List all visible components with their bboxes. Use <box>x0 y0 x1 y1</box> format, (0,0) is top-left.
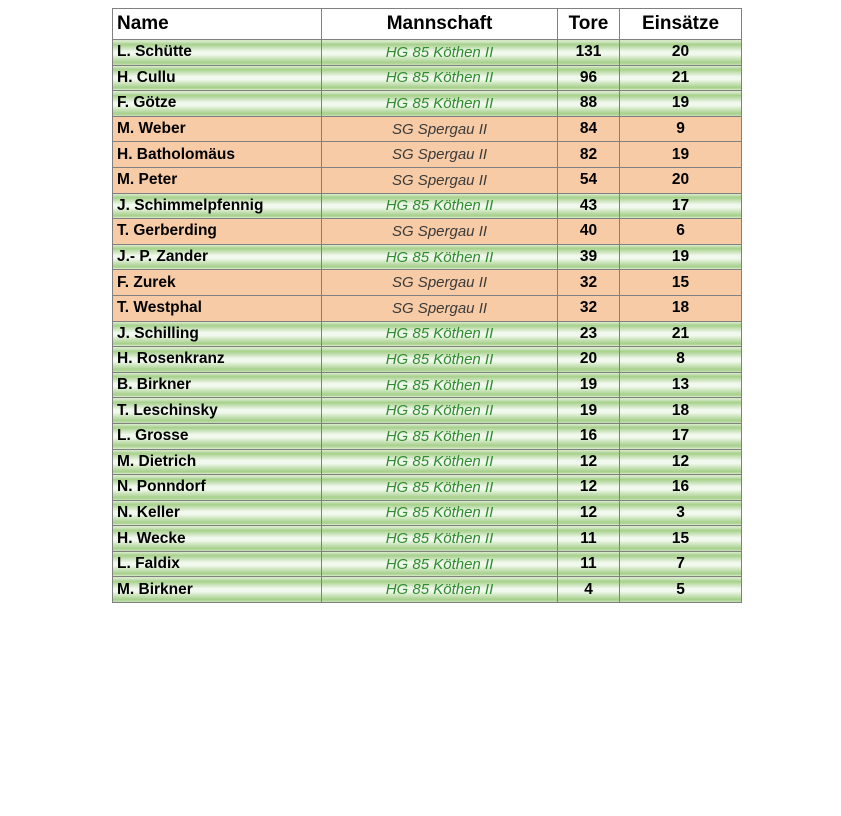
team-cell: SG Spergau II <box>322 295 558 321</box>
player-name-cell: L. Schütte <box>113 40 322 66</box>
player-name-cell: T. Westphal <box>113 295 322 321</box>
player-name-cell: H. Batholomäus <box>113 142 322 168</box>
player-stats-table <box>112 8 742 603</box>
table-row <box>113 321 742 347</box>
table-row <box>113 423 742 449</box>
tore-cell: 12 <box>558 475 620 501</box>
player-name-cell: N. Ponndorf <box>113 475 322 501</box>
einsaetze-cell: 8 <box>620 347 742 373</box>
column-header-name: Name <box>113 9 322 40</box>
tore-cell: 12 <box>558 500 620 526</box>
table-row <box>113 449 742 475</box>
team-cell: HG 85 Köthen II <box>322 475 558 501</box>
einsaetze-cell: 19 <box>620 142 742 168</box>
player-stats-table-container <box>112 8 742 603</box>
tore-cell: 23 <box>558 321 620 347</box>
table-row <box>113 91 742 117</box>
einsaetze-cell: 19 <box>620 244 742 270</box>
einsaetze-cell: 12 <box>620 449 742 475</box>
player-name-cell: J. Schimmelpfennig <box>113 193 322 219</box>
team-cell: HG 85 Köthen II <box>322 577 558 603</box>
einsaetze-cell: 17 <box>620 423 742 449</box>
tore-cell: 11 <box>558 526 620 552</box>
team-cell: HG 85 Köthen II <box>322 423 558 449</box>
column-header-tore: Tore <box>558 9 620 40</box>
player-name-cell: H. Wecke <box>113 526 322 552</box>
tore-cell: 84 <box>558 116 620 142</box>
tore-cell: 32 <box>558 295 620 321</box>
einsaetze-cell: 15 <box>620 526 742 552</box>
player-name-cell: B. Birkner <box>113 372 322 398</box>
tore-cell: 32 <box>558 270 620 296</box>
team-cell: HG 85 Köthen II <box>322 193 558 219</box>
table-row <box>113 347 742 373</box>
einsaetze-cell: 6 <box>620 219 742 245</box>
table-row <box>113 526 742 552</box>
table-row <box>113 270 742 296</box>
einsaetze-cell: 7 <box>620 551 742 577</box>
einsaetze-cell: 13 <box>620 372 742 398</box>
team-cell: HG 85 Köthen II <box>322 91 558 117</box>
table-row <box>113 372 742 398</box>
table-header <box>113 9 742 40</box>
table-row <box>113 65 742 91</box>
tore-cell: 40 <box>558 219 620 245</box>
player-name-cell: M. Peter <box>113 167 322 193</box>
team-cell: HG 85 Köthen II <box>322 40 558 66</box>
table-row <box>113 193 742 219</box>
team-cell: SG Spergau II <box>322 142 558 168</box>
table-row <box>113 295 742 321</box>
player-name-cell: N. Keller <box>113 500 322 526</box>
player-name-cell: T. Gerberding <box>113 219 322 245</box>
player-name-cell: M. Weber <box>113 116 322 142</box>
player-name-cell: F. Zurek <box>113 270 322 296</box>
header-row <box>113 9 742 40</box>
tore-cell: 54 <box>558 167 620 193</box>
player-name-cell: J.- P. Zander <box>113 244 322 270</box>
team-cell: HG 85 Köthen II <box>322 244 558 270</box>
team-cell: HG 85 Köthen II <box>322 449 558 475</box>
table-row <box>113 142 742 168</box>
table-row <box>113 475 742 501</box>
einsaetze-cell: 9 <box>620 116 742 142</box>
tore-cell: 19 <box>558 372 620 398</box>
player-name-cell: L. Grosse <box>113 423 322 449</box>
table-row <box>113 116 742 142</box>
player-name-cell: J. Schilling <box>113 321 322 347</box>
team-cell: HG 85 Köthen II <box>322 347 558 373</box>
team-cell: HG 85 Köthen II <box>322 65 558 91</box>
team-cell: HG 85 Köthen II <box>322 372 558 398</box>
einsaetze-cell: 15 <box>620 270 742 296</box>
einsaetze-cell: 19 <box>620 91 742 117</box>
player-name-cell: L. Faldix <box>113 551 322 577</box>
team-cell: SG Spergau II <box>322 270 558 296</box>
tore-cell: 131 <box>558 40 620 66</box>
team-cell: SG Spergau II <box>322 167 558 193</box>
table-row <box>113 244 742 270</box>
einsaetze-cell: 3 <box>620 500 742 526</box>
einsaetze-cell: 18 <box>620 398 742 424</box>
einsaetze-cell: 5 <box>620 577 742 603</box>
column-header-einsaetze: Einsätze <box>620 9 742 40</box>
tore-cell: 96 <box>558 65 620 91</box>
tore-cell: 39 <box>558 244 620 270</box>
table-row <box>113 398 742 424</box>
player-name-cell: F. Götze <box>113 91 322 117</box>
tore-cell: 12 <box>558 449 620 475</box>
tore-cell: 19 <box>558 398 620 424</box>
player-name-cell: H. Rosenkranz <box>113 347 322 373</box>
player-name-cell: T. Leschinsky <box>113 398 322 424</box>
tore-cell: 4 <box>558 577 620 603</box>
einsaetze-cell: 21 <box>620 65 742 91</box>
team-cell: HG 85 Köthen II <box>322 398 558 424</box>
einsaetze-cell: 17 <box>620 193 742 219</box>
table-row <box>113 577 742 603</box>
table-row <box>113 219 742 245</box>
tore-cell: 20 <box>558 347 620 373</box>
player-name-cell: M. Dietrich <box>113 449 322 475</box>
tore-cell: 43 <box>558 193 620 219</box>
table-body <box>113 40 742 603</box>
table-row <box>113 40 742 66</box>
player-name-cell: H. Cullu <box>113 65 322 91</box>
team-cell: HG 85 Köthen II <box>322 321 558 347</box>
team-cell: HG 85 Köthen II <box>322 500 558 526</box>
tore-cell: 82 <box>558 142 620 168</box>
column-header-mannschaft: Mannschaft <box>322 9 558 40</box>
einsaetze-cell: 20 <box>620 167 742 193</box>
table-row <box>113 551 742 577</box>
einsaetze-cell: 20 <box>620 40 742 66</box>
tore-cell: 16 <box>558 423 620 449</box>
team-cell: SG Spergau II <box>322 219 558 245</box>
einsaetze-cell: 18 <box>620 295 742 321</box>
team-cell: HG 85 Köthen II <box>322 526 558 552</box>
player-name-cell: M. Birkner <box>113 577 322 603</box>
table-row <box>113 500 742 526</box>
team-cell: SG Spergau II <box>322 116 558 142</box>
tore-cell: 11 <box>558 551 620 577</box>
einsaetze-cell: 21 <box>620 321 742 347</box>
table-row <box>113 167 742 193</box>
team-cell: HG 85 Köthen II <box>322 551 558 577</box>
tore-cell: 88 <box>558 91 620 117</box>
einsaetze-cell: 16 <box>620 475 742 501</box>
